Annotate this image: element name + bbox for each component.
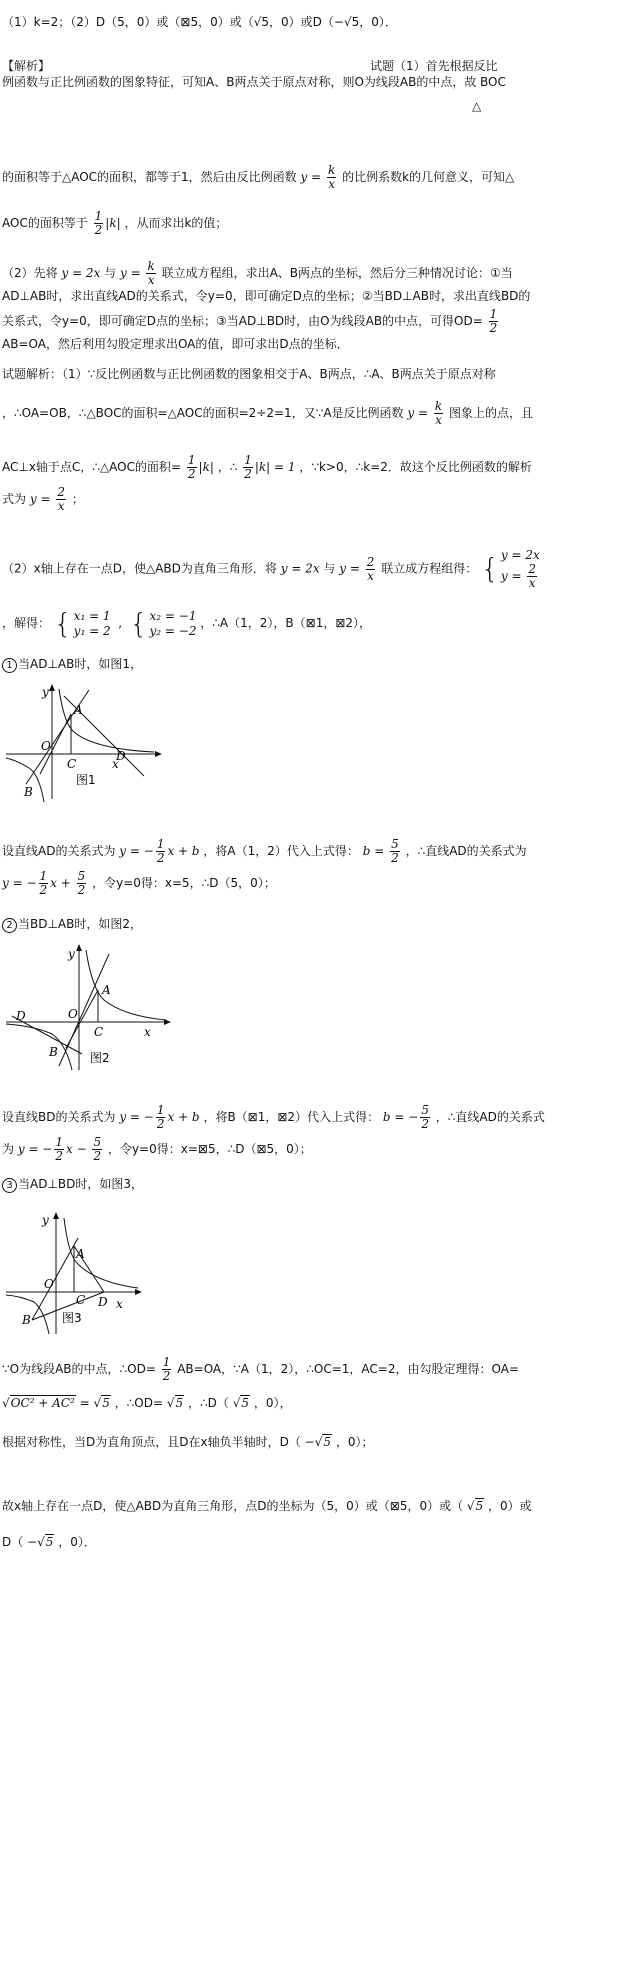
fig1-c-label: C bbox=[67, 757, 77, 771]
solution-text-3c: ，∵k>0，∴k=2．故这个反比例函数的解析 bbox=[299, 460, 532, 474]
analysis-heading-line bbox=[2, 58, 626, 74]
solution-text-3b: ，∴ bbox=[217, 460, 238, 474]
fig3-y-label: y bbox=[42, 1213, 49, 1227]
solution-line-2: ，∴OA=OB，∴△BOC的面积=△AOC的面积=2÷2=1，又∵A是反比例函数 y = $\frac{k}{x}$ 图象上的点，且 bbox=[2, 399, 533, 427]
fig1-d-label: D bbox=[116, 749, 126, 763]
case2-text-b: ，将B（⊠1，⊠2）代入上式得： bbox=[203, 1110, 380, 1124]
analysis-text-3a: AOC的面积等于 bbox=[2, 216, 88, 230]
analysis-text-4c: 联立成方程组，求出A、B两点的坐标，然后分三种情况讨论：①当 bbox=[161, 266, 513, 280]
solution-text-2b: 图象上的点，且 bbox=[448, 406, 533, 420]
solution-part2-b: 与 bbox=[323, 561, 336, 576]
case1-line-1: 设直线AD的关系式为 y = − $\frac{1}{2}$ x + b ，将A（1，2）代入上式得： b = $\frac{5}{2}$ ，∴直线AD的关系式为 bbox=[2, 837, 527, 865]
fig1-a-label: A bbox=[74, 703, 83, 717]
solution-line-1 bbox=[2, 366, 626, 382]
case3-text-f: ，0）， bbox=[253, 1396, 292, 1410]
fig3-b-label: B bbox=[22, 1313, 31, 1327]
case3-text-b: AB=OA，∵A（1，2），∴OC=1，AC=2，由勾股定理得：OA= bbox=[177, 1362, 519, 1376]
fig1-caption: 图1 bbox=[76, 773, 96, 787]
solve-line: ，解得： { x₁ = 1 y₁ = 2 , { x₂ = −1 y₂ = −2 ，∴A（1，2），B（⊠1，⊠2）， bbox=[2, 606, 372, 640]
fig3-d-label: D bbox=[98, 1295, 108, 1309]
solution-line-4: 式为 y = $\frac{2}{x}$ ； bbox=[2, 485, 84, 513]
analysis-text-3b: ，从而求出k的值； bbox=[124, 216, 228, 230]
solution-text-4b: ； bbox=[71, 492, 84, 506]
fig2-c-label: C bbox=[94, 1025, 104, 1039]
case2-text-a: 设直线BD的关系式为 bbox=[2, 1110, 116, 1124]
fig1-x-label: x bbox=[112, 757, 119, 771]
analysis-text-5: AD⊥AB时，求出直线AD的关系式，令y=0，即可确定D点的坐标；②当BD⊥AB时，求出直线BD的 bbox=[2, 289, 531, 303]
analysis-line-5 bbox=[2, 288, 626, 304]
case2-heading bbox=[2, 916, 626, 933]
case2-text-d: 为 bbox=[2, 1142, 15, 1156]
solution-text-4a: 式为 bbox=[2, 492, 27, 506]
case1-text-a: 设直线AD的关系式为 bbox=[2, 844, 116, 858]
solution-part2-a: （2）x轴上存在一点D，使△ABD为直角三角形．将 bbox=[2, 561, 277, 576]
circled-number: 3 bbox=[2, 1178, 17, 1193]
case1-text-c: ，∴直线AD的关系式为 bbox=[405, 844, 527, 858]
figure-3 bbox=[4, 1212, 144, 1339]
case3-line-1: ∵O为线段AB的中点，∴OD= $\frac{1}{2}$ AB=OA，∵A（1，2），∴OC=1，AC=2，由勾股定理得：OA= bbox=[2, 1355, 519, 1383]
case1-text-b: ，将A（1，2）代入上式得： bbox=[203, 844, 359, 858]
figure-1 bbox=[4, 684, 164, 807]
analysis-text-4a: （2）先将 bbox=[2, 266, 58, 280]
case2-line-1: 设直线BD的关系式为 y = − $\frac{1}{2}$ x + b ，将B（⊠1，⊠2）代入上式得： b = − $\frac{5}{2}$ ，∴直线AD的关系式 bbox=[2, 1103, 545, 1131]
solution-part2-line: （2）x轴上存在一点D，使△ABD为直角三角形．将 y = 2x 与 y = $\frac{2}{x}$ 联立成方程组得： { y = 2x y = $\frac{2}{x}$ bbox=[2, 548, 540, 590]
symmetry-text-2: ，0）； bbox=[335, 1435, 374, 1449]
case3-text-c: = bbox=[79, 1396, 90, 1410]
figure-2 bbox=[4, 944, 174, 1075]
circled-number: 2 bbox=[2, 918, 17, 933]
fig2-a-label: A bbox=[102, 983, 111, 997]
analysis-text-2b: 的比例系数k的几何意义，可知△ bbox=[342, 170, 515, 184]
case3-text-e: ，∴D（ bbox=[187, 1396, 229, 1410]
case2-line-2: 为 y = − $\frac{1}{2}$ x − $\frac{5}{2}$ ，令y=0得：x=⊠5，∴D（⊠5，0）； bbox=[2, 1135, 312, 1163]
case3-line-2: √OC² + AC² = √5 ，∴OD= √5 ，∴D（ √5 ，0）， bbox=[2, 1396, 292, 1410]
answer-line bbox=[2, 14, 626, 30]
fig3-x-label: x bbox=[116, 1297, 123, 1311]
conclusion-text-1b: ，0）或 bbox=[488, 1499, 532, 1513]
fig2-x-label: x bbox=[144, 1025, 151, 1039]
triangle-symbol: △ bbox=[472, 99, 482, 113]
analysis-intro-right: 试题（1）首先根据反比 bbox=[370, 59, 498, 73]
conclusion-line-1: 故x轴上存在一点D，使△ABD为直角三角形，点D的坐标为（5，0）或（⊠5，0）或（ √5 ，0）或 bbox=[2, 1499, 532, 1513]
solution-text-3a: AC⊥x轴于点C，∴△AOC的面积= bbox=[2, 460, 182, 474]
fig1-o-label: O bbox=[41, 739, 51, 753]
fig3-a-label: A bbox=[76, 1247, 85, 1261]
symmetry-text: 根据对称性，当D为直角顶点，且D在x轴负半轴时，D（ bbox=[2, 1435, 301, 1449]
analysis-line-7 bbox=[2, 336, 626, 352]
circled-number: 1 bbox=[2, 658, 17, 673]
case2-text-e: ，令y=0得：x=⊠5，∴D（⊠5，0）； bbox=[107, 1142, 312, 1156]
fig2-y-label: y bbox=[68, 947, 75, 961]
boc-label: BOC bbox=[480, 75, 506, 89]
fig3-caption: 图3 bbox=[62, 1311, 82, 1325]
analysis-line-1 bbox=[2, 74, 626, 90]
case1-heading bbox=[2, 656, 626, 673]
fig2-b-label: B bbox=[49, 1045, 58, 1059]
analysis-line-4: （2）先将 y = 2x 与 y = $\frac{k}{x}$ 联立成方程组，求出A、B两点的坐标，然后分三种情况讨论：①当 bbox=[2, 259, 513, 287]
analysis-text-7: AB=OA，然后利用勾股定理求出OA的值，即可求出D点的坐标． bbox=[2, 337, 349, 351]
analysis-text-1: 例函数与正比例函数的图象特征，可知A、B两点关于原点对称，则O为线段AB的中点，故 bbox=[2, 75, 477, 89]
analysis-line-3: AOC的面积等于 $\frac{1}{2}$ |k| ，从而求出k的值； bbox=[2, 209, 228, 237]
case1-text: 当AD⊥AB时，如图1， bbox=[18, 657, 142, 671]
solution-line-3: AC⊥x轴于点C，∴△AOC的面积= $\frac{1}{2}$ |k| ，∴ $\frac{1}{2}$ |k| = 1 ，∵k>0，∴k=2．故这个反比例函数的解析 bbox=[2, 453, 532, 481]
solution-text-2a: ，∴OA=OB，∴△BOC的面积=△AOC的面积=2÷2=1，又∵A是反比例函数 bbox=[2, 406, 404, 420]
case1-line-2: y = − $\frac{1}{2}$ x + $\frac{5}{2}$ ，令y=0得：x=5，∴D（5，0）； bbox=[2, 869, 276, 897]
conclusion-text-1: 故x轴上存在一点D，使△ABD为直角三角形，点D的坐标为（5，0）或（⊠5，0）或（ bbox=[2, 1499, 464, 1513]
solve-text-a: ，解得： bbox=[2, 616, 51, 630]
analysis-tag: 【解析】 bbox=[2, 59, 51, 73]
solve-text-b: ，∴A（1，2），B（⊠1，⊠2）， bbox=[200, 616, 372, 630]
fig2-o-label: O bbox=[68, 1007, 78, 1021]
fig2-d-label: D bbox=[16, 1009, 26, 1023]
analysis-line-2: 的面积等于△AOC的面积，都等于1，然后由反比例函数 y = $\frac{k}{x}$ 的比例系数k的几何意义，可知△ bbox=[2, 163, 515, 191]
conclusion-text-2a: D（ bbox=[2, 1535, 24, 1549]
conclusion-text-2b: ，0）． bbox=[58, 1535, 96, 1549]
symmetry-line: 根据对称性，当D为直角顶点，且D在x轴负半轴时，D（ −√5 ，0）； bbox=[2, 1435, 374, 1449]
fig2-caption: 图2 bbox=[90, 1051, 110, 1065]
fig1-y-label: y bbox=[42, 685, 49, 699]
case1-text-d: ，令y=0得：x=5，∴D（5，0）； bbox=[92, 876, 276, 890]
fig1-b-label: B bbox=[24, 785, 33, 799]
case2-text-c: ，∴直线AD的关系式 bbox=[435, 1110, 545, 1124]
fig3-c-label: C bbox=[76, 1293, 86, 1307]
analysis-text-6: 关系式，令y=0，即可确定D点的坐标；③当AD⊥BD时，由O为线段AB的中点，可得OD= bbox=[2, 314, 483, 328]
case3-heading bbox=[2, 1176, 626, 1193]
conclusion-line-2: D（ −√5 ，0）． bbox=[2, 1535, 96, 1549]
solution-part2-c: 联立成方程组得： bbox=[381, 561, 478, 576]
analysis-text-2a: 的面积等于△AOC的面积，都等于1，然后由反比例函数 bbox=[2, 170, 297, 184]
answer-text: （1）k=2；（2）D（5，0）或（⊠5，0）或（√5，0）或D（−√5，0）． bbox=[2, 15, 397, 29]
case3-text: 当AD⊥BD时，如图3， bbox=[18, 1177, 144, 1191]
analysis-line-6: 关系式，令y=0，即可确定D点的坐标；③当AD⊥BD时，由O为线段AB的中点，可得OD= $\frac{1}{2}$ bbox=[2, 307, 498, 335]
case2-text: 当BD⊥AB时，如图2， bbox=[18, 917, 143, 931]
analysis-text-4b: 与 bbox=[104, 266, 117, 280]
case3-text-a: ∵O为线段AB的中点，∴OD= bbox=[2, 1362, 156, 1376]
fig3-o-label: O bbox=[44, 1277, 54, 1291]
case3-text-d: ，∴OD= bbox=[114, 1396, 164, 1410]
solution-text-1: 试题解析：（1）∵反比例函数与正比例函数的图象相交于A、B两点，∴A、B两点关于原点对称 bbox=[2, 367, 496, 381]
